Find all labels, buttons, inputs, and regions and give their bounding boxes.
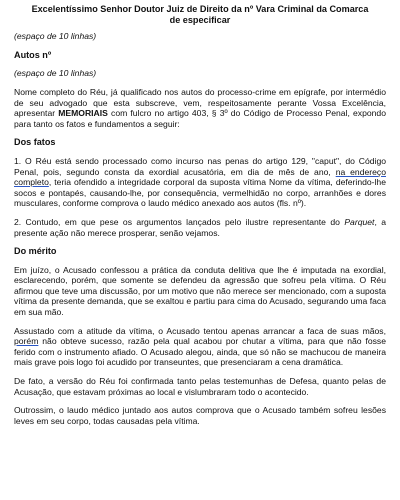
fatos-p2-text-a: 2. Contudo, em que pese os argumentos lançados pelo ilustre representante do [14,216,345,227]
merito-paragraph-3: De fato, a versão do Réu foi confirmada tanto pelas testemunhas de Defesa, quanto pelas de Acusação, que estavam próximas ao local e vislumbraram todo o acontecido. [14,376,386,397]
intro-text-2: com fulcro no artigo 403, § 3º do Código de Processo Penal, expondo para tanto os fatos e fundamentos a seguir: [14,108,386,129]
intro-paragraph [14,87,386,129]
intro-text-1: Nome completo do Réu, já qualificado nos autos do processo-crime em epígrafe, por intermédio de seu advogado que esta subscreve, vem, respeitosamente perante Vossa Excelência, apresentar [14,86,386,119]
spellcheck-underlined-porem: porém [14,336,39,347]
spellcheck-underlined-address: na endereço completo [14,166,386,188]
fatos-p1-text-b: , teria ofendido a integridade corporal da suposta vítima Nome da vítima, deferindo-lhe socos e pontapés, causando-lhe, por consequência, vermelhidão no corpo, arranhões e dores musculares, conforme comprova o laudo médico anexado aos autos (fls. nº). [14,177,386,209]
section-title-dos-fatos: Dos fatos [14,137,56,148]
autos-label: Autos nº [14,49,52,60]
merito-p2-text-b: não obteve sucesso, razão pela qual acabou por chutar a vítima, para que não fosse ferido com o instrumento afiado. O Acusado alegou, ainda, que só não se machucou de maneira mais grave pois logo foi acudido por transeuntes, que presenciaram a cena dramática. [14,336,386,368]
section-title-do-merito: Do mérito [14,246,57,257]
fatos-p2-text-b: , a presente ação não merece prosperar, senão vejamos. [14,216,386,238]
spacing-note-1: (espaço de 10 linhas) [14,31,97,42]
fatos-p1-text-a: 1. O Réu está sendo processado como incurso nas penas do artigo 129, "caput", do Código Penal, pois, segundo consta da exordial acusatória, em dia de mês de ano, [14,155,386,177]
fatos-paragraph-1 [14,156,386,209]
merito-paragraph-2 [14,326,386,368]
header-line-1: Excelentíssimo Senhor Doutor Juiz de Direito da nº Vara Criminal da Comarca [31,4,369,14]
memoriais-bold: MEMORIAIS [58,108,108,119]
document-header [14,4,386,25]
header-line-2: de especificar [169,14,231,25]
merito-paragraph-1: Em juízo, o Acusado confessou a prática da conduta delitiva que lhe é imputada na exordial, esclarecendo, porém, que somente se defendeu da agressão que sofreu pela vítima. O Réu afirmou que teve uma discussão, por um motivo que não merece ser mencionado, com a suposta vítima da presente demanda, que se exaltou e partiu para cima do Acusado, segurando uma faca em sua mão. [14,264,386,318]
merito-paragraph-4: Outrossim, o laudo médico juntado aos autos comprova que o Acusado também sofreu lesões leves em seu corpo, todas causadas pela vítima. [14,405,386,426]
parquet-italic: Parquet [344,216,375,227]
merito-p2-text-a: Assustado com a atitude da vítima, o Acusado tentou apenas arrancar a faca de suas mãos, [14,325,386,336]
fatos-paragraph-2 [14,217,386,238]
spacing-note-2: (espaço de 10 linhas) [14,68,97,79]
